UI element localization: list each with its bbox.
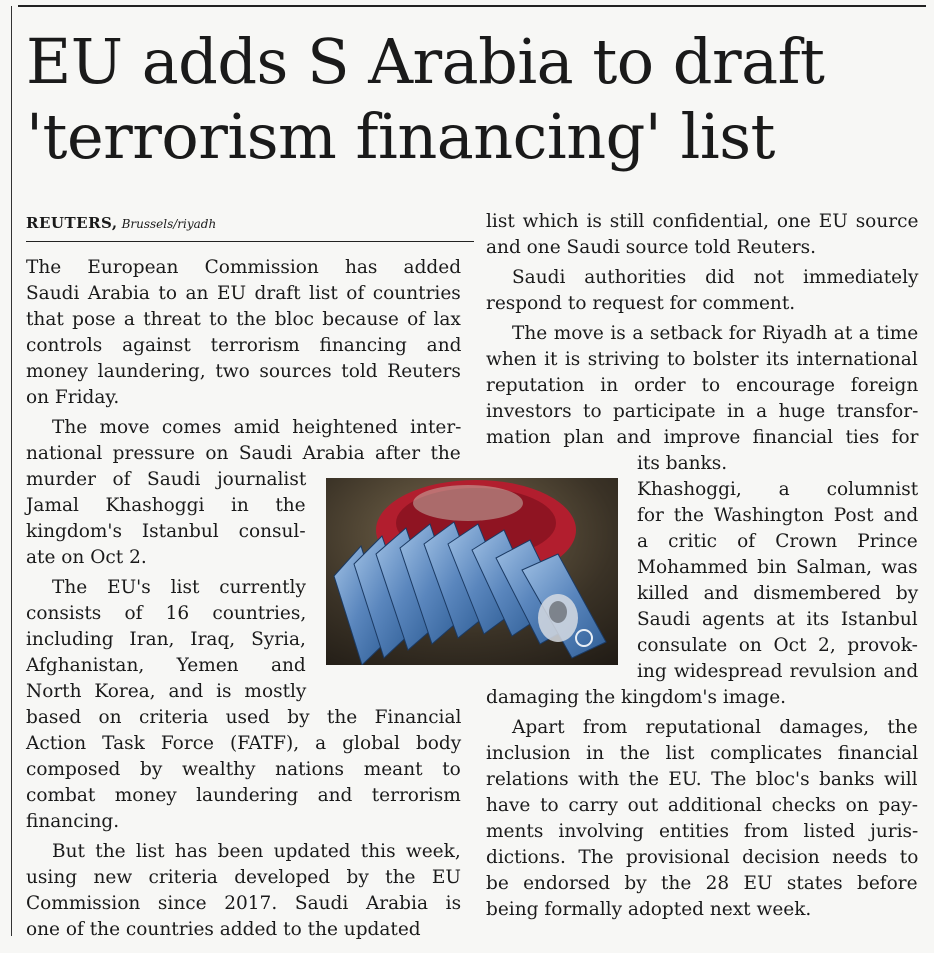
body-text-line: ments involving entities from listed juris- [486, 821, 919, 842]
body-text-line: list which is still confidential, one EU source [486, 211, 919, 232]
body-text-line: its banks. [637, 453, 728, 474]
body-text-line: But the list has been updated this week, [52, 841, 461, 862]
body-text-line: ate on Oct 2. [26, 547, 147, 568]
body-text-line: killed and dismembered by [637, 583, 919, 604]
body-text-line: Mohammed bin Salman, was [637, 557, 918, 578]
body-text-line: that pose a threat to the bloc because of lax [26, 309, 461, 330]
body-text-line: ing widespread revulsion and [637, 661, 919, 682]
body-text-line: composed by wealthy nations meant to [26, 759, 461, 780]
left-rule [11, 6, 12, 936]
headline [26, 24, 926, 174]
byline-location: Brussels/riyadh [121, 217, 217, 231]
body-text-line: Khashoggi, a columnist [637, 479, 919, 500]
body-text-line: mation plan and improve financial ties for [486, 427, 919, 448]
body-text-line: and one Saudi source told Reuters. [486, 237, 816, 258]
body-text-line: dictions. The provisional decision needs to [486, 847, 919, 868]
body-text-line: kingdom's Istanbul consul- [26, 521, 306, 542]
body-text-line: Saudi authorities did not immediately [512, 267, 919, 288]
body-text-line: The move is a setback for Riyadh at a time [512, 323, 919, 344]
article-photo [326, 478, 618, 665]
body-text-line: Saudi agents at its Istanbul [637, 609, 918, 630]
body-text-line: Jamal Khashoggi in the [26, 495, 306, 516]
body-text-line: Saudi Arabia to an EU draft list of countries [26, 283, 461, 304]
body-text-line: investors to participate in a huge transfor- [486, 401, 919, 422]
body-text-line: damaging the kingdom's image. [486, 687, 787, 708]
body-text-line: consists of 16 countries, [26, 603, 307, 624]
body-text-line: controls against terrorism financing and [26, 335, 462, 356]
body-text-line: using new criteria developed by the EU [26, 867, 461, 888]
top-rule [18, 5, 926, 7]
body-text-line: be endorsed by the 28 EU states before [486, 873, 918, 894]
body-text-line: North Korea, and is mostly [26, 681, 307, 702]
body-text-line: one of the countries added to the updated [26, 919, 421, 940]
byline-agency: REUTERS, [26, 214, 118, 232]
body-text-line: financing. [26, 811, 120, 832]
body-text-line: Action Task Force (FATF), a global body [26, 733, 462, 754]
body-text-line: murder of Saudi journalist [26, 469, 307, 490]
body-text-line: consulate on Oct 2, provok- [637, 635, 918, 656]
headline-line-2: 'terrorism financing' list [26, 100, 775, 173]
body-text-line: based on criteria used by the Financial [26, 707, 462, 728]
body-text-line: for the Washington Post and [637, 505, 919, 526]
body-text-line: on Friday. [26, 387, 120, 408]
body-text-line: have to carry out additional checks on pay- [486, 795, 918, 816]
body-text-line: including Iran, Iraq, Syria, [26, 629, 306, 650]
body-text-line: Apart from reputational damages, the [512, 717, 918, 738]
body-text-line: national pressure on Saudi Arabia after the [26, 443, 461, 464]
body-text-line: Commission since 2017. Saudi Arabia is [26, 893, 462, 914]
body-text-line: when it is striving to bolster its international [486, 349, 918, 370]
body-text-line: The move comes amid heightened inter- [52, 417, 462, 438]
body-text-line: reputation in order to encourage foreign [486, 375, 919, 396]
body-text-line: Afghanistan, Yemen and [26, 655, 306, 676]
body-text-line: The European Commission has added [26, 257, 462, 278]
byline [26, 214, 216, 232]
body-text-line: The EU's list currently [52, 577, 306, 598]
body-text-line: relations with the EU. The bloc's banks will [486, 769, 918, 790]
body-text-line: inclusion in the list complicates financial [486, 743, 919, 764]
body-text-line: money laundering, two sources told Reuters [26, 361, 461, 382]
body-text-line: respond to request for comment. [486, 293, 796, 314]
byline-rule [26, 241, 474, 242]
body-text-line: combat money laundering and terrorism [26, 785, 461, 806]
banknotes-photo-art [326, 478, 618, 665]
body-text-line: a critic of Crown Prince [637, 531, 918, 552]
headline-line-1: EU adds S Arabia to draft [26, 25, 825, 98]
body-text-line: being formally adopted next week. [486, 899, 812, 920]
